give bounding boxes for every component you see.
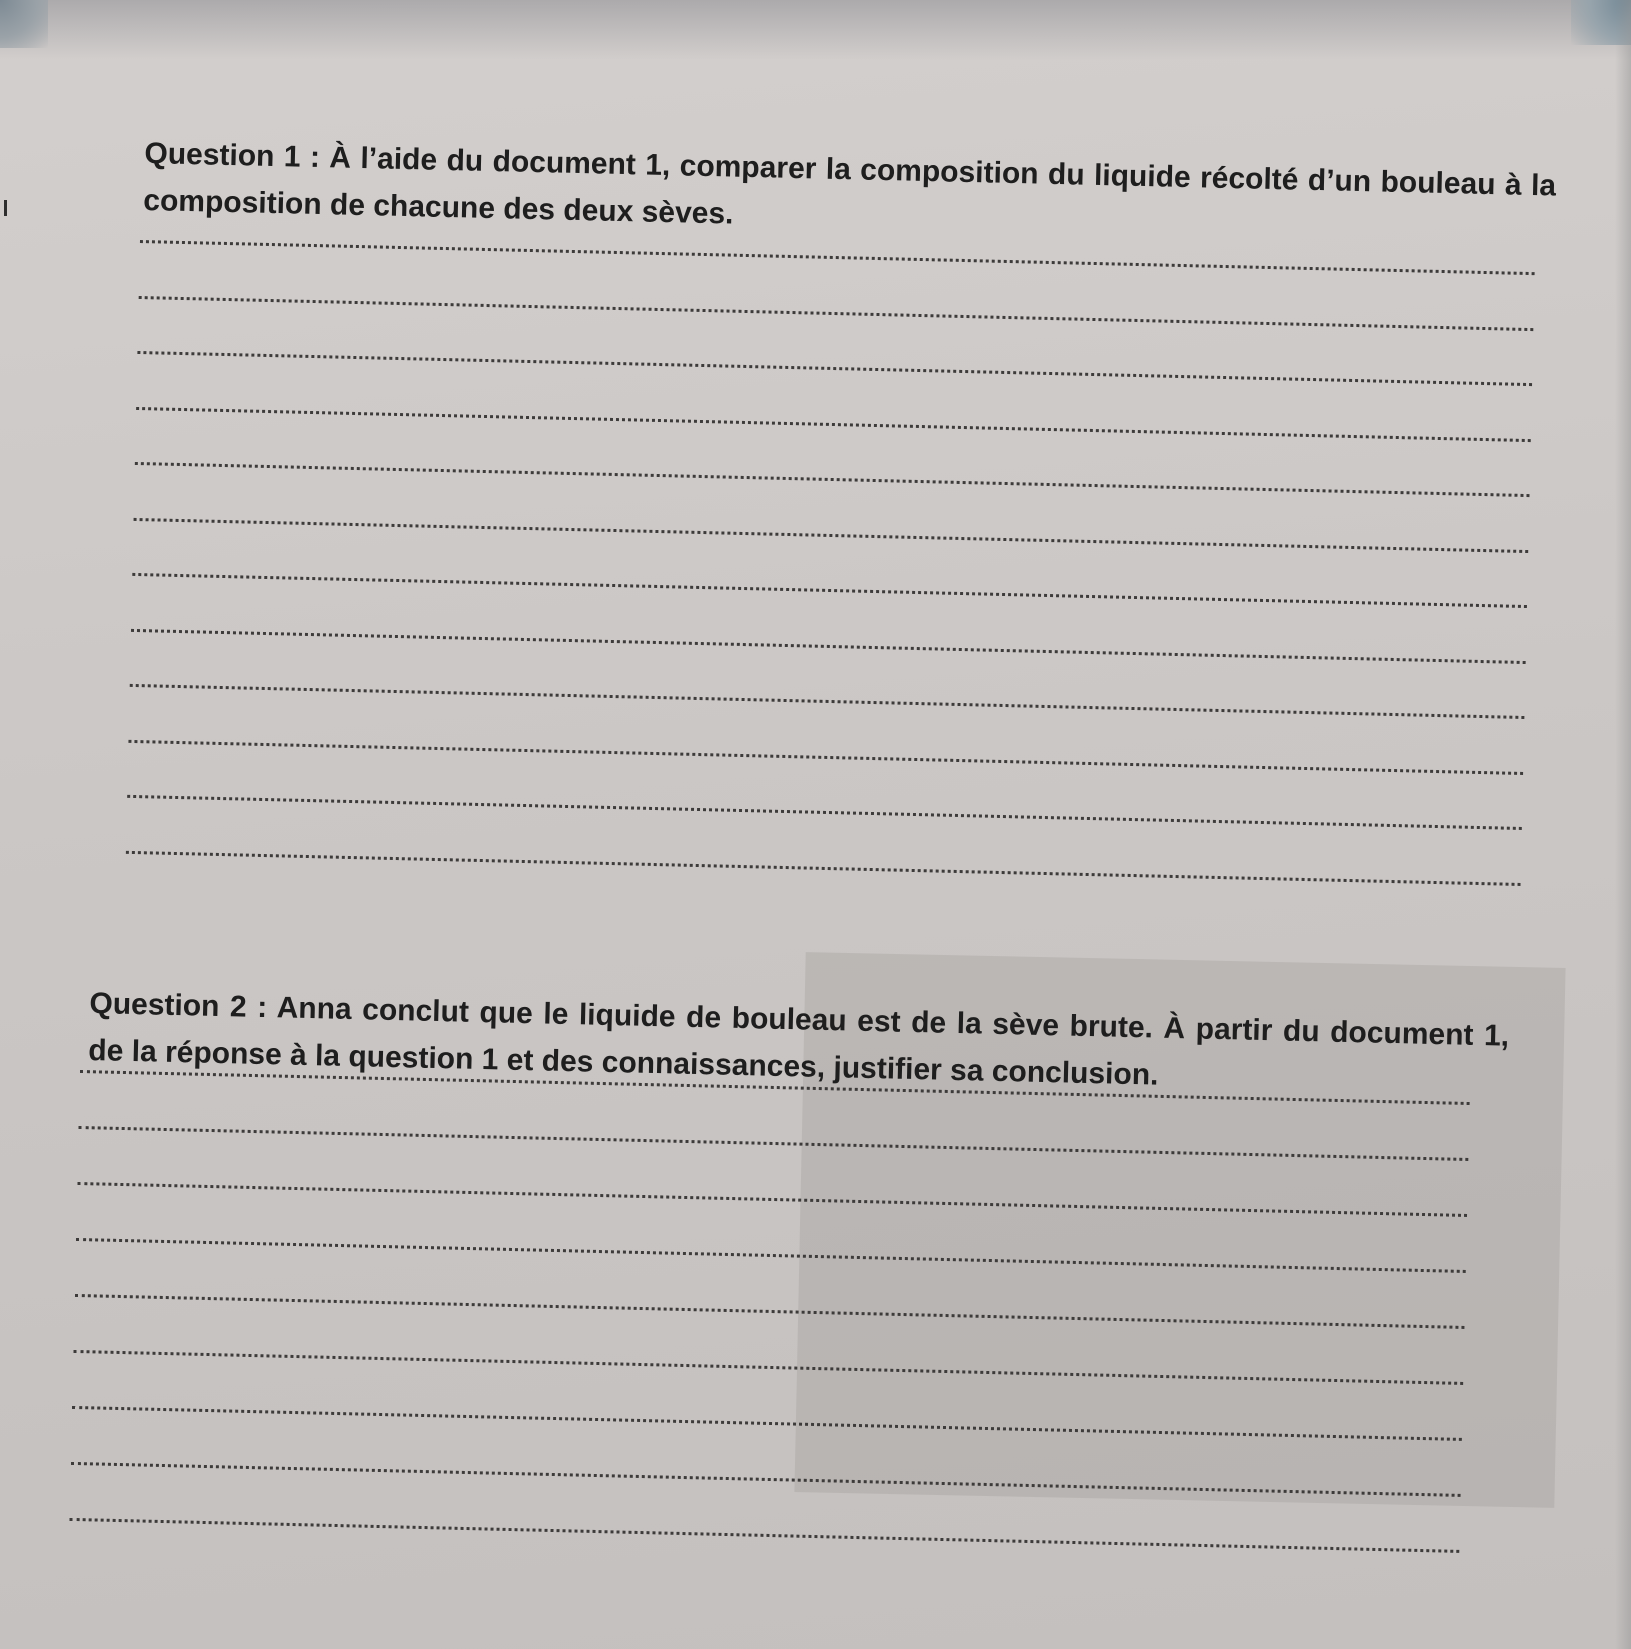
answer-line[interactable]	[128, 739, 1523, 774]
question-2-label: Question 2 :	[89, 986, 268, 1025]
question-2-text: Anna conclut que le liquide de bouleau est de la sève brute. À partir du document 1, de la réponse à la question 1 et des connaissances, justifier sa conclusion.	[87, 991, 1510, 1092]
answer-line[interactable]	[131, 628, 1526, 663]
answer-line[interactable]	[127, 795, 1522, 830]
question-1-text-block	[143, 130, 1557, 257]
answer-line[interactable]	[139, 295, 1534, 330]
answer-line[interactable]	[130, 684, 1525, 719]
answer-line[interactable]	[126, 850, 1521, 885]
answer-line[interactable]	[132, 573, 1527, 608]
answer-line[interactable]	[134, 517, 1529, 552]
answer-line[interactable]	[135, 462, 1530, 497]
page-corner-left	[0, 0, 48, 48]
answer-line[interactable]	[136, 406, 1531, 441]
margin-mark	[4, 200, 7, 216]
question-1-text: À l’aide du document 1, comparer la composition du liquide récolté d’un bouleau à la composition de chacune des deux sèves.	[142, 141, 1557, 231]
answer-line[interactable]	[70, 1518, 1460, 1553]
page-right-edge	[1615, 0, 1631, 1649]
answer-line[interactable]	[137, 351, 1532, 386]
question-1	[143, 130, 1557, 257]
page-top-shadow	[0, 0, 1631, 60]
question-1-label: Question 1 :	[144, 136, 321, 175]
